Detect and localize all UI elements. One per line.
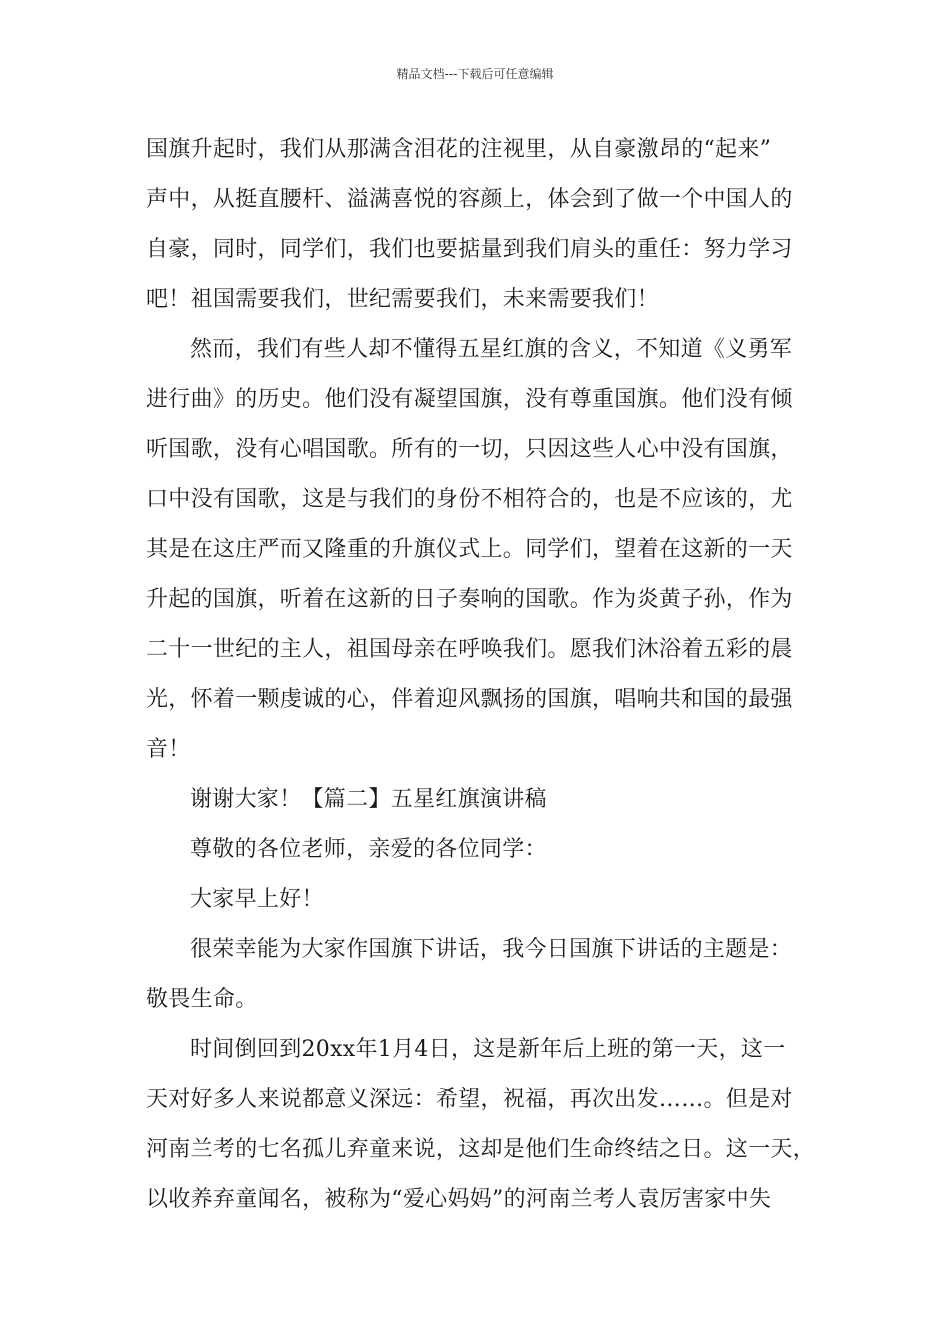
body-line: 光，怀着一颗虔诚的心，伴着迎风飘扬的国旗，唱响共和国的最强 [146,687,793,712]
body-line: 自豪，同时，同学们，我们也要掂量到我们肩头的重任：努力学习 [146,237,793,262]
body-line: 很荣幸能为大家作国旗下讲话，我今日国旗下讲话的主题是： [190,937,793,962]
body-line: 听国歌，没有心唱国歌。所有的一切，只因这些人心中没有国旗， [146,437,793,462]
body-line: 然而，我们有些人却不懂得五星红旗的含义，不知道《义勇军 [190,337,793,362]
body-line: 敬畏生命。 [146,987,258,1012]
salutation-line: 尊敬的各位老师，亲爱的各位同学： [190,837,547,862]
section-heading-line: 谢谢大家！【篇二】五星红旗演讲稿 [190,787,547,812]
body-line: 以收养弃童闻名，被称为“爱心妈妈”的河南兰考人袁厉害家中失 [146,1187,772,1212]
body-line: 音！ [146,737,191,762]
body-line: 吧！祖国需要我们，世纪需要我们，未来需要我们！ [146,287,659,312]
page-header: 精品文档---下载后可任意编辑 [396,67,554,81]
body-line: 国旗升起时，我们从那满含泪花的注视里，从自豪激昂的“起来” [146,137,772,162]
body-line: 其是在这庄严而又隆重的升旗仪式上。同学们，望着在这新的一天 [146,537,793,562]
body-line: 进行曲》的历史。他们没有凝望国旗，没有尊重国旗。他们没有倾 [146,387,793,412]
body-line: 二十一世纪的主人，祖国母亲在呼唤我们。愿我们沐浴着五彩的晨 [146,637,793,662]
body-line: 升起的国旗，听着在这新的日子奏响的国歌。作为炎黄子孙，作为 [146,587,793,612]
body-line: 天对好多人来说都意义深远：希望，祝福，再次出发……。但是对 [146,1087,793,1112]
body-line: 口中没有国歌，这是与我们的身份不相符合的，也是不应该的，尤 [146,487,793,512]
body-line: 河南兰考的七名孤儿弃童来说，这却是他们生命终结之日。这一天， [146,1137,816,1162]
body-line: 时间倒回到20xx年1月4日，这是新年后上班的第一天，这一 [190,1037,786,1062]
body-line: 声中，从挺直腰杆、溢满喜悦的容颜上，体会到了做一个中国人的 [146,187,793,212]
greeting-line: 大家早上好！ [190,887,324,912]
